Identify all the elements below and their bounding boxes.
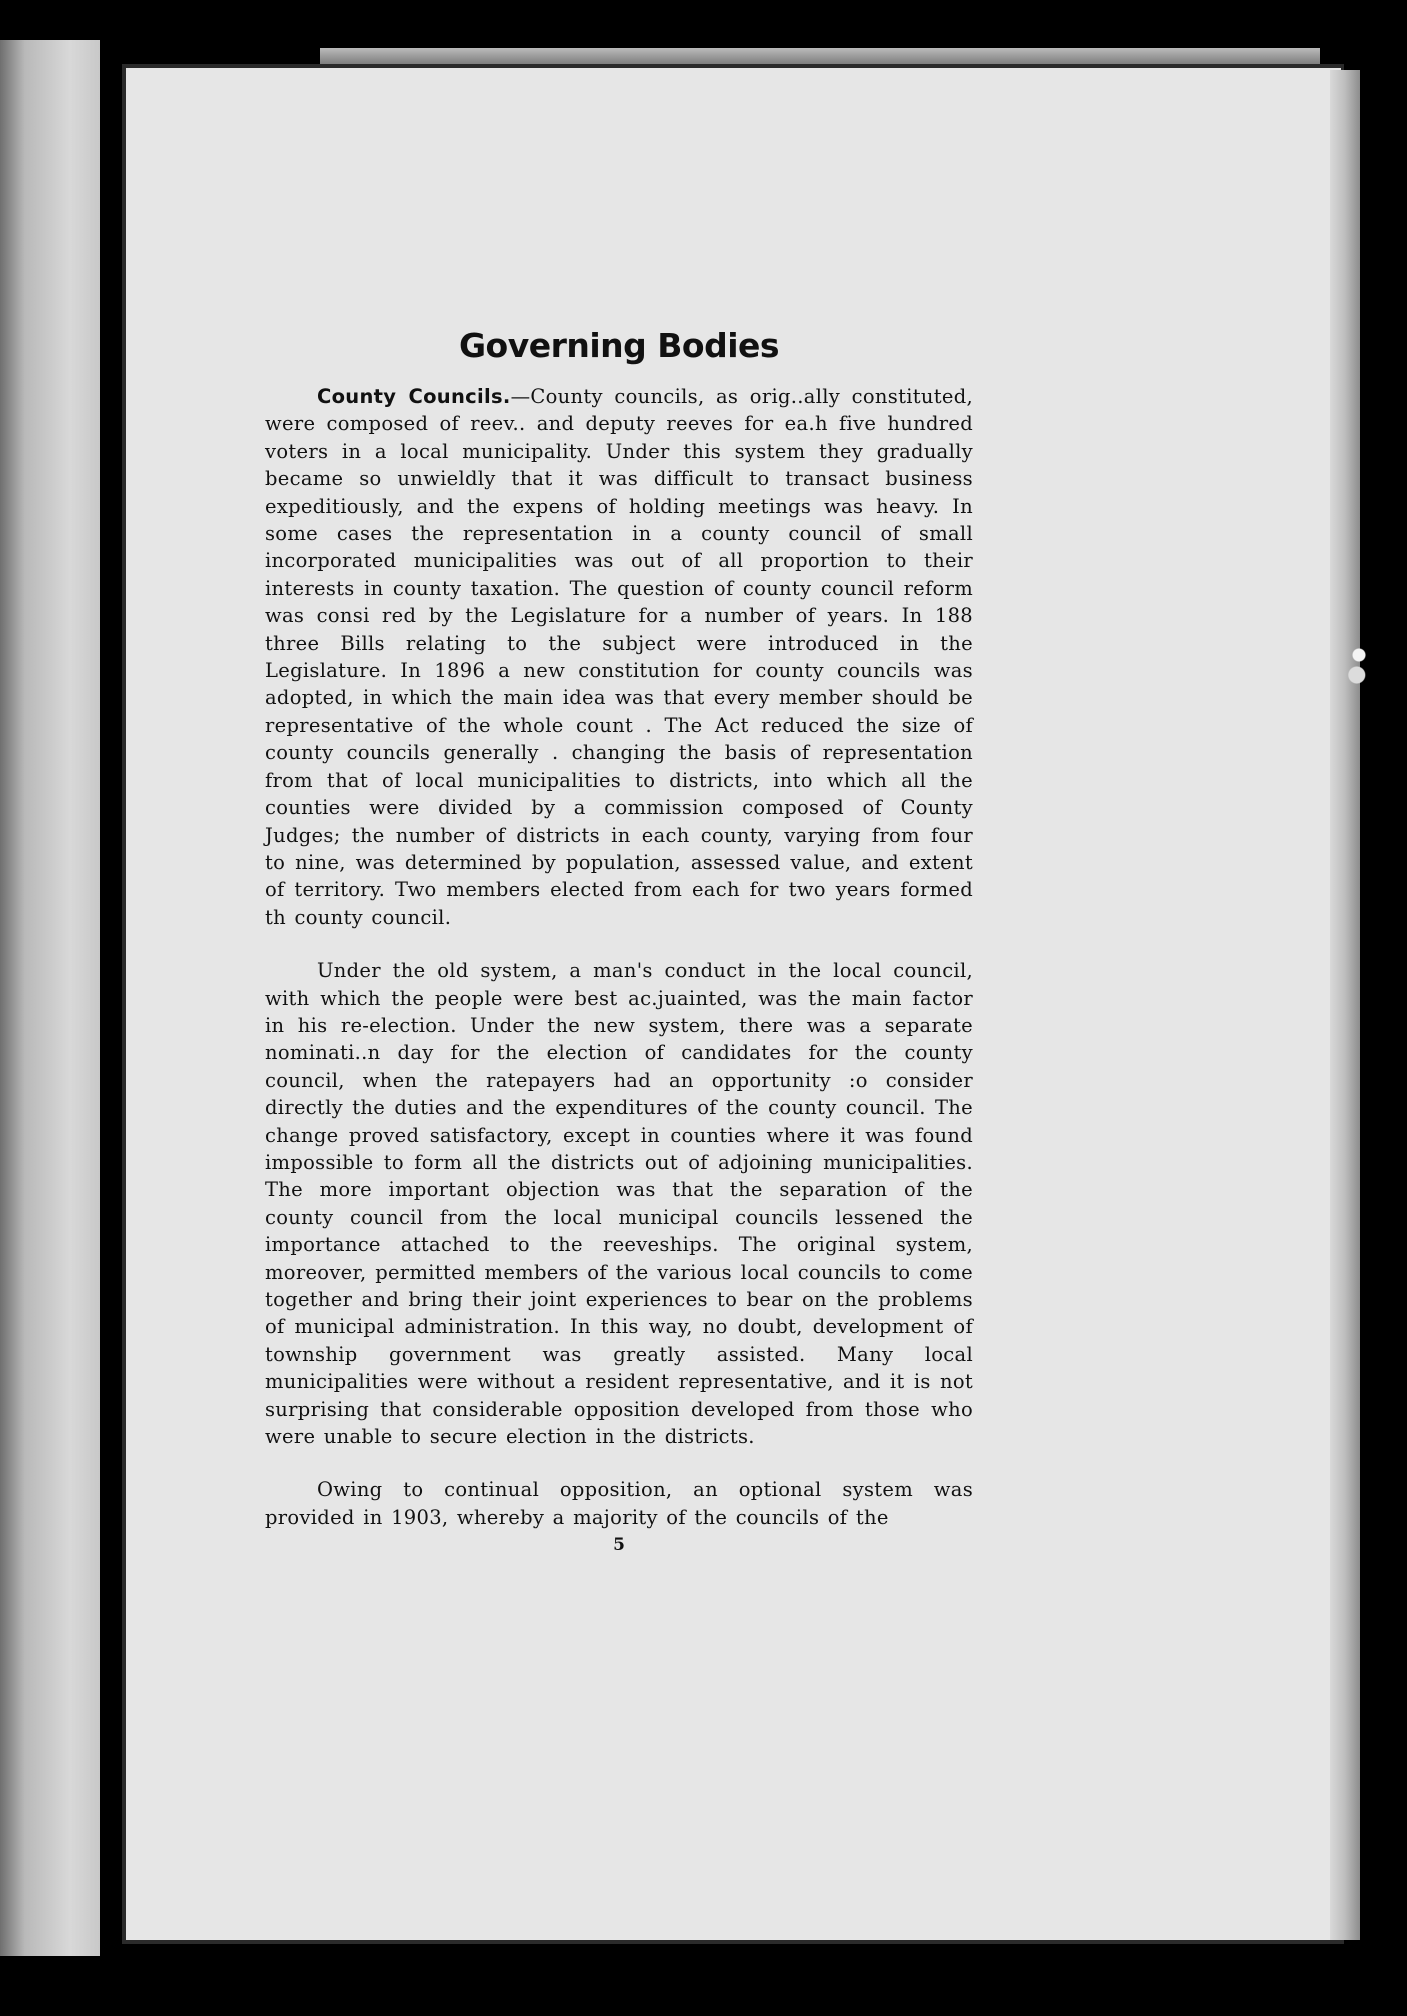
paragraph-lead: County Councils.	[317, 385, 511, 408]
paragraph-old-system	[265, 957, 973, 1450]
paragraph-optional-system	[265, 1476, 973, 1531]
paragraph-text: Owing to continual opposition, an optional system was provided in 1903, whereby a majority of the councils of the	[265, 1478, 973, 1529]
facing-page-edge	[0, 40, 100, 1956]
page-number: 5	[613, 1535, 625, 1556]
paragraph-text: —County councils, as orig..ally constituted, were composed of reev.. and deputy reeves for ea.h five hundred voters in a local municipality. Under this system they gradually became so unwieldly that it was difficult to transact business expeditiously, and the expens of holding meetings was heavy. In some cases the representation in a county council of small incorporated municipalities was out of all proportion to their interests in county taxation. The question of county council reform was consi red by the Legislature for a number of years. In 188 three Bills relating to the subject were introduced in the Legislature. In 1896 a new constitution for county councils was adopted, in which the main idea was that every member should be representative of the whole count . The Act reduced the size of county councils generally . changing the basis of representation from that of local municipalities to districts, into which all the counties were divided by a commission composed of County Judges; the number of districts in each county, varying from four to nine, was determined by population, assessed value, and extent of territory. Two members elected from each for two years formed th county council.	[265, 385, 973, 929]
page-content	[265, 326, 973, 1555]
page-top-edge	[320, 48, 1320, 64]
paragraph-county-councils	[265, 383, 973, 931]
page-damage-mark	[1348, 640, 1370, 690]
page-title: Governing Bodies	[458, 326, 780, 365]
page-right-edge	[1330, 70, 1360, 1940]
paragraph-text: Under the old system, a man's conduct in the local council, with which the people were best ac.juainted, was the main factor in his re-election. Under the new system, there was a separate nominati..n day for the election of candidates for the county council, when the ratepayers had an opportunity :o consider directly the duties and the expenditures of the county council. The change proved satisfactory, except in counties where it was found impossible to form all the districts out of adjoining municipalities. The more important objection was that the separation of the county council from the local municipal councils lessened the importance attached to the reeveships. The original system, moreover, permitted members of the various local councils to come together and bring their joint experiences to bear on the problems of municipal administration. In this way, no doubt, development of township government was greatly assisted. Many local municipalities were without a resident representative, and it is not surprising that considerable opposition developed from those who were unable to secure election in the districts.	[265, 959, 973, 1449]
